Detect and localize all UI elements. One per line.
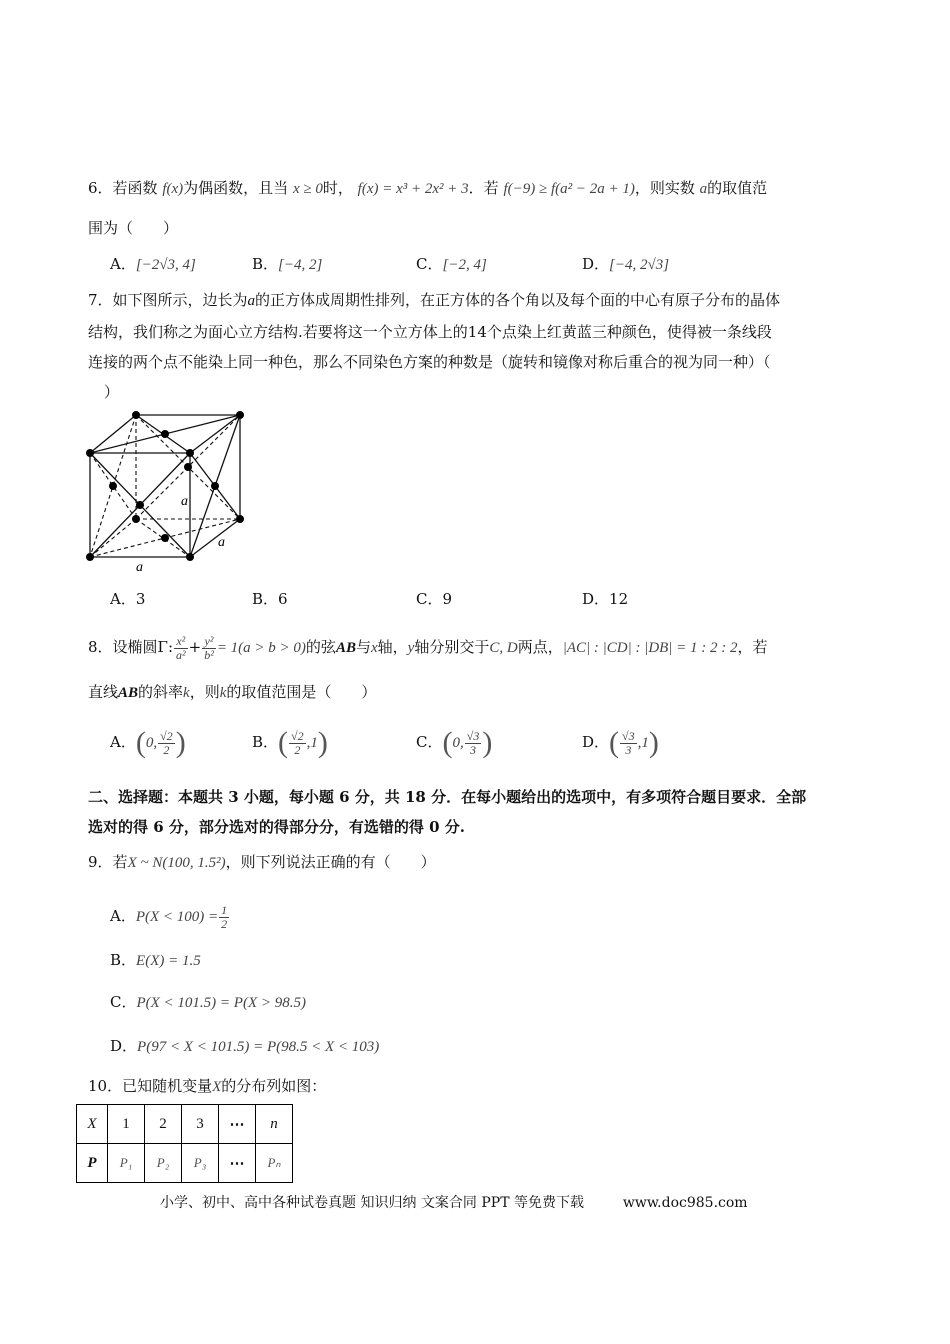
q9-option-b: B．E(X) = 1.5	[110, 951, 201, 969]
q9-option-d: D．P(97 < X < 101.5) = P(98.5 < X < 103)	[110, 1037, 380, 1055]
footer-text: 小学、初中、高中各种试卷真题 知识归纳 文案合同 PPT 等免费下载	[160, 1195, 584, 1211]
table-row: X 1 2 3 ⋯ n	[77, 1105, 293, 1144]
q7-line2: 结构，我们称之为面心立方结构.若要将这一个立方体上的14个点染上红黄蓝三种颜色，使得被一条线段	[88, 323, 772, 341]
section2-line1: 二、选择题：本题共 3 小题，每小题 6 分，共 18 分．在每小题给出的选项中，有多项符合题目要求．全部	[88, 788, 807, 806]
q8-option-b: B．( $\frac{√2}{2}$ ,1)	[252, 726, 328, 759]
q9-option-c: C．P(X < 101.5) = P(X > 98.5)	[110, 993, 306, 1011]
q7-line1: 7．如下图所示，边长为a的正方体成周期性排列，在正方体的各个角以及每个面的中心有原子分布的晶体	[88, 291, 781, 309]
cube-edge-label-2: a	[218, 535, 225, 550]
q8-option-d: D．( $\frac{√3}{3}$ ,1)	[582, 726, 659, 759]
q9-stem: 9．若X ~ N(100, 1.5²)，则下列说法正确的有（ ）	[88, 853, 436, 871]
q7-line4: ）	[104, 383, 120, 401]
fcc-cube-figure	[80, 405, 260, 575]
q6-option-c: C．[−2, 4]	[416, 255, 487, 273]
q10-stem: 10．已知随机变量X的分布列如图：	[88, 1077, 327, 1095]
q8-option-a: A．(0, $\frac{√2}{2}$ )	[110, 726, 186, 759]
q7-option-d: D．12	[582, 590, 629, 608]
q6-line2: 围为（ ）	[88, 219, 179, 237]
cube-edge-label-1: a	[181, 494, 188, 509]
q6-option-d: D．[−4, 2√3]	[582, 255, 670, 273]
q6-option-b: B．[−4, 2]	[252, 255, 323, 273]
q7-option-c: C．9	[416, 590, 453, 608]
table-row: P P₁ P₂ P₃ ⋯ Pₙ	[77, 1144, 293, 1183]
q8-line1: 8．设椭圆Γ: $\frac{\text{x²}}{\text{a²}}$ + $\frac{\text{y²}}{\text{b²}}$ = 1(a > b > 0)的弦AB与x轴，y轴分别交于C, D两点，|AC| : |CD| : |DB| = 1 : 2 : 2，若	[88, 633, 768, 662]
q7-option-a: A．3	[110, 590, 146, 608]
q7-option-b: B．6	[252, 590, 288, 608]
q6-line1: 6．若函数 f(x)为偶函数，且当 x ≥ 0时， f(x) = x³ + 2x² + 3．若 f(−9) ≥ f(a² − 2a + 1)，则实数 a的取值范	[88, 179, 768, 197]
cube-edge-label-3: a	[136, 560, 143, 575]
footer-url[interactable]: www.doc985.com	[622, 1195, 748, 1211]
q8-option-c: C．(0, $\frac{√3}{3}$ )	[416, 726, 493, 759]
q6-option-a: A．[−2√3, 4]	[110, 255, 196, 273]
section2-line2: 选对的得 6 分，部分选对的得部分分，有选错的得 0 分.	[88, 818, 465, 836]
q8-line2: 直线AB的斜率k，则k的取值范围是（ ）	[88, 683, 377, 701]
distribution-table	[76, 1104, 293, 1183]
footer	[160, 1192, 748, 1212]
q9-option-a: A．P(X < 100) = $\frac{1}{2}$	[110, 902, 228, 931]
q7-line3: 连接的两个点不能染上同一种色，那么不同染色方案的种数是（旋转和镜像对称后重合的视为同一种）（	[88, 353, 771, 371]
